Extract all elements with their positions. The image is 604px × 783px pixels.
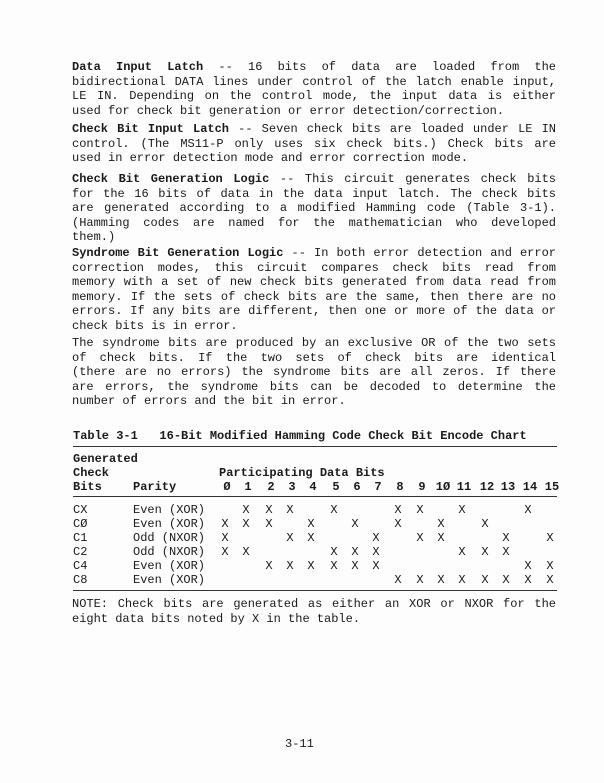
participating-bit-mark: X <box>437 573 445 587</box>
header-bit-10: 1Ø <box>435 480 451 494</box>
parity-type: Odd (NXOR) <box>133 545 206 559</box>
participating-bit-mark: X <box>307 531 315 545</box>
participating-bit-mark: X <box>330 503 338 517</box>
participating-bit-mark: X <box>481 573 489 587</box>
check-bit-name: CØ <box>73 517 88 531</box>
participating-bit-mark: X <box>546 573 554 587</box>
participating-bit-mark: X <box>265 503 273 517</box>
paragraph-line: memory with a set of new check bits generated from data read from <box>72 275 556 289</box>
header-generated-check-bits: Bits <box>73 480 102 494</box>
check-bit-name: CX <box>73 503 88 517</box>
header-participating-data-bits: Participating Data Bits <box>219 466 385 480</box>
paragraph-line: memory. If the sets of check bits are the same, then there are no <box>72 289 556 304</box>
paragraph-text: -- Seven check bits are loaded under LE IN <box>229 122 556 136</box>
paragraph-check-bit-input-latch <box>72 122 556 166</box>
header-bit-13: 13 <box>500 480 516 494</box>
participating-bit-mark: X <box>546 559 554 573</box>
participating-bit-mark: X <box>330 545 338 559</box>
participating-bit-mark: X <box>524 559 532 573</box>
table-title: Table 3-1 16-Bit Modified Hamming Code Check Bit Encode Chart <box>73 429 527 443</box>
paragraph-data-input-latch <box>72 60 556 118</box>
paragraph-line: number of errors and the bit in error. <box>72 394 346 408</box>
header-bit-12: 12 <box>479 480 495 494</box>
participating-bit-mark: X <box>351 559 359 573</box>
paragraph-line: bidirectional DATA lines under control of the latch enable input, <box>72 74 556 89</box>
parity-type: Even (XOR) <box>133 503 206 517</box>
participating-bit-mark: X <box>286 559 294 573</box>
paragraph-syndrome-bit-generation <box>72 246 556 333</box>
header-bit-7: 7 <box>374 480 382 494</box>
check-bit-name: C8 <box>73 573 88 587</box>
paragraph-text: -- In both error detection and error <box>283 246 556 260</box>
table-note <box>72 597 556 626</box>
paragraph-line: them.) <box>72 230 116 244</box>
paragraph-syndrome-bits <box>72 336 556 409</box>
participating-bit-mark: X <box>458 503 466 517</box>
header-bit-6: 6 <box>353 480 361 494</box>
paragraph-line <box>72 60 556 75</box>
participating-bit-mark: X <box>481 545 489 559</box>
parity-type: Even (XOR) <box>133 573 206 587</box>
paragraph-line: (Hamming codes are named for the mathematician who developed <box>72 215 556 230</box>
header-bit-5: 5 <box>332 480 340 494</box>
participating-bit-mark: X <box>546 531 554 545</box>
parity-type: Even (XOR) <box>133 517 206 531</box>
header-bit-0: Ø <box>223 480 231 494</box>
paragraph-text: -- This circuit generates check bits <box>269 172 556 186</box>
participating-bit-mark: X <box>524 573 532 587</box>
participating-bit-mark: X <box>437 531 445 545</box>
participating-bit-mark: X <box>394 503 402 517</box>
participating-bit-mark: X <box>330 559 338 573</box>
header-generated-check-bits: Generated <box>73 452 138 466</box>
paragraph-line: control. (The MS11-P only uses six check bits.) Check bits are <box>72 136 556 151</box>
participating-bit-mark: X <box>265 517 273 531</box>
paragraph-line: LE IN. Depending on the control mode, the input data is either <box>72 89 556 103</box>
participating-bit-mark: X <box>372 545 380 559</box>
participating-bit-mark: X <box>221 531 229 545</box>
paragraph-heading: Check Bit Generation Logic <box>72 172 270 186</box>
paragraph-heading: Data Input Latch <box>72 60 204 74</box>
header-bit-8: 8 <box>396 480 404 494</box>
note-line: NOTE: Check bits are generated as either an XOR or NXOR for the <box>72 597 556 611</box>
paragraph-line: used in error detection mode and error correction mode. <box>72 151 469 165</box>
paragraph-line: for the 16 bits of data in the data input latch. The check bits <box>72 186 556 201</box>
participating-bit-mark: X <box>416 503 424 517</box>
paragraph-heading: Syndrome Bit Generation Logic <box>72 246 284 260</box>
participating-bit-mark: X <box>242 503 250 517</box>
participating-bit-mark: X <box>372 559 380 573</box>
header-bit-2: 2 <box>267 480 275 494</box>
header-rule <box>73 496 557 497</box>
participating-bit-mark: X <box>437 517 445 531</box>
participating-bit-mark: X <box>265 559 273 573</box>
header-generated-check-bits: Check <box>73 466 110 480</box>
participating-bit-mark: X <box>416 531 424 545</box>
header-bit-4: 4 <box>309 480 317 494</box>
participating-bit-mark: X <box>242 545 250 559</box>
participating-bit-mark: X <box>372 531 380 545</box>
header-bit-14: 14 <box>522 480 538 494</box>
paragraph-line: are errors, the syndrome bits can be decoded to determine the <box>72 379 556 394</box>
header-bit-1: 1 <box>244 480 252 494</box>
participating-bit-mark: X <box>286 503 294 517</box>
paragraph-line <box>72 122 556 137</box>
paragraph-line: check bits is in error. <box>72 318 238 333</box>
check-bit-name: C1 <box>73 531 88 545</box>
participating-bit-mark: X <box>242 517 250 531</box>
header-bit-15: 15 <box>544 480 560 494</box>
check-bit-name: C4 <box>73 559 88 573</box>
paragraph-line: used for check bit generation or error detection/correction. <box>72 103 505 118</box>
table-top-rule <box>73 446 557 447</box>
participating-bit-mark: X <box>458 573 466 587</box>
participating-bit-mark: X <box>351 517 359 531</box>
paragraph-line: are generated according to a modified Hamming code (Table 3-1). <box>72 201 556 215</box>
header-bit-9: 9 <box>418 480 426 494</box>
participating-bit-mark: X <box>307 517 315 531</box>
participating-bit-mark: X <box>502 545 510 559</box>
participating-bit-mark: X <box>221 517 229 531</box>
paragraph-line: (there are no errors) the syndrome bits are all zeros. If there <box>72 365 556 379</box>
participating-bit-mark: X <box>394 573 402 587</box>
participating-bit-mark: X <box>416 573 424 587</box>
participating-bit-mark: X <box>524 503 532 517</box>
participating-bit-mark: X <box>221 545 229 559</box>
participating-bit-mark: X <box>458 545 466 559</box>
check-bit-name: C2 <box>73 545 88 559</box>
participating-bit-mark: X <box>307 559 315 573</box>
page-number: 3-11 <box>285 737 314 751</box>
paragraph-line: correction modes, this circuit compares check bits read from <box>72 260 556 275</box>
header-bit-11: 11 <box>456 480 472 494</box>
paragraph-line <box>72 172 556 187</box>
paragraph-heading: Check Bit Input Latch <box>72 122 230 136</box>
participating-bit-mark: X <box>286 531 294 545</box>
participating-bit-mark: X <box>351 545 359 559</box>
parity-type: Even (XOR) <box>133 559 206 573</box>
parity-type: Odd (NXOR) <box>133 531 206 545</box>
note-line: eight data bits noted by X in the table. <box>72 611 361 626</box>
participating-bit-mark: X <box>502 531 510 545</box>
paragraph-line: of check bits. If the two sets of check bits are identical <box>72 350 556 365</box>
paragraph-line: errors. If any bits are different, then one or more of the data or <box>72 304 556 318</box>
participating-bit-mark: X <box>481 517 489 531</box>
header-bit-3: 3 <box>288 480 296 494</box>
paragraph-text: -- 16 bits of data are loaded from the <box>203 60 557 74</box>
participating-bit-mark: X <box>502 573 510 587</box>
table-bottom-rule <box>73 590 557 591</box>
participating-bit-mark: X <box>394 517 402 531</box>
paragraph-line <box>72 246 556 261</box>
paragraph-line: The syndrome bits are produced by an exclusive OR of the two sets <box>72 336 556 350</box>
paragraph-check-bit-generation <box>72 172 556 245</box>
header-parity: Parity <box>133 480 177 494</box>
